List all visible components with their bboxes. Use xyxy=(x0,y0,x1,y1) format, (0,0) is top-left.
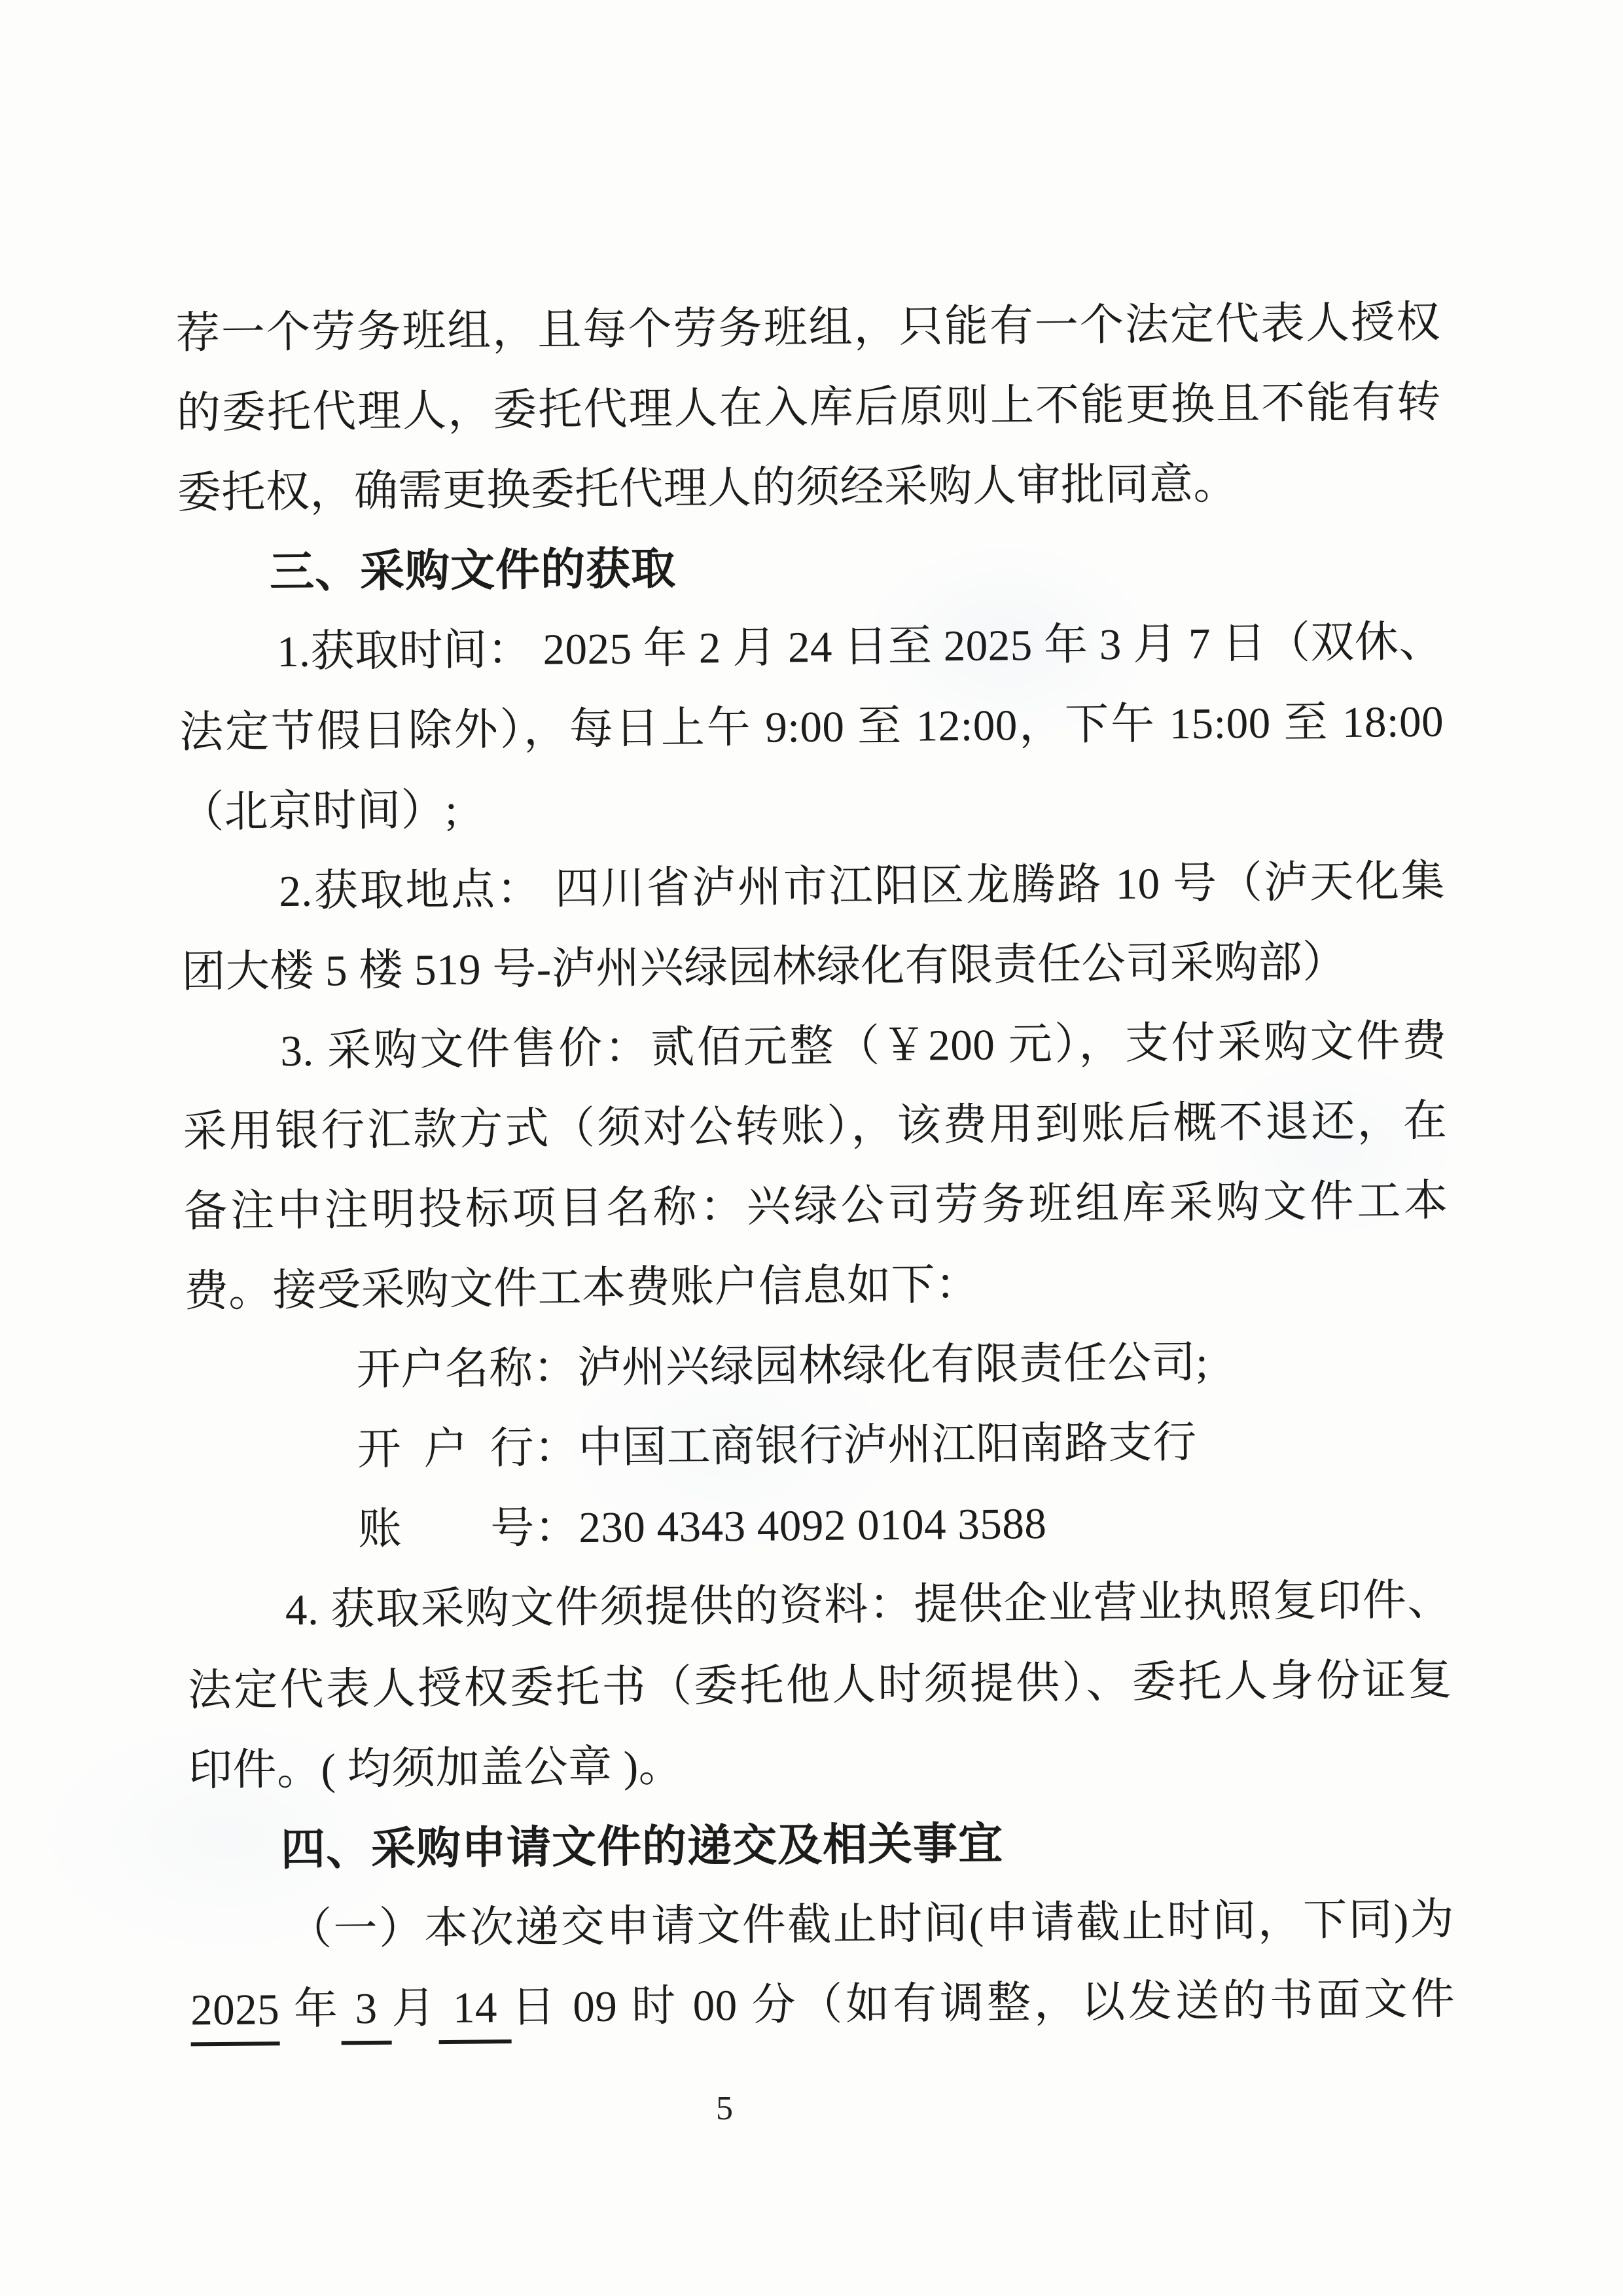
bank-branch-line: 开 户 行：中国工商银行泸州江阳南路支行 xyxy=(357,1418,1198,1475)
text-line: （一）本次递交申请文件截止时间(申请截止时间，下同)为 xyxy=(287,1895,1455,1954)
text-line: （北京时间）; xyxy=(179,785,458,837)
text-line: 备注中注明投标项目名称：兴绿公司劳务班组库采购文件工本 xyxy=(183,1176,1448,1236)
section-heading-4: 四、采购申请文件的递交及相关事宜 xyxy=(280,1818,1004,1875)
underlined-text: 3 xyxy=(341,1984,392,2045)
text-line: 印件。( 均须加盖公章 )。 xyxy=(188,1742,683,1795)
text-segment: 月 xyxy=(391,1984,439,2033)
text-segment: 日 09 时 00 分（如有调整，以发送的书面文件 xyxy=(511,1975,1455,2032)
text-line: 3. 采购文件售价：贰佰元整（￥200 元），支付采购文件费 xyxy=(280,1016,1447,1076)
text-line: 委托权，确需更换委托代理人的须经采购人审批同意。 xyxy=(177,459,1238,518)
bank-account-name-line: 开户名称：泸州兴绿园林绿化有限责任公司; xyxy=(356,1338,1209,1395)
underlined-text: 2025 xyxy=(190,1985,280,2046)
text-line: 团大楼 5 楼 519 号-泸州兴绿园林绿化有限责任公司采购部） xyxy=(181,937,1347,997)
bank-number-line: 账 号：230 4343 4092 0104 3588 xyxy=(357,1499,1047,1554)
text-line: 荐一个劳务班组，且每个劳务班组，只能有一个法定代表人授权 xyxy=(175,298,1441,358)
text-line: 的委托代理人，委托代理人在入库后原则上不能更换且不能有转 xyxy=(176,378,1442,438)
underlined-text: 14 xyxy=(438,1983,512,2044)
text-line: 采用银行汇款方式（须对公转账），该费用到账后概不退还，在 xyxy=(183,1096,1448,1157)
text-line: 法定节假日除外），每日上午 9:00 至 12:00，下午 15:00 至 18:00 xyxy=(179,697,1444,757)
document-body xyxy=(175,283,1455,2051)
page-number: 5 xyxy=(716,2090,733,2127)
deadline-line xyxy=(190,1960,1455,2051)
text-line: 4. 获取采购文件须提供的资料：提供企业营业执照复印件、 xyxy=(285,1575,1452,1635)
section-heading-3: 三、采购文件的获取 xyxy=(269,543,677,598)
text-line: 2.获取地点： 四川省泸州市江阳区龙腾路 10 号（泸天化集 xyxy=(278,857,1446,916)
text-line: 费。接受采购文件工本费账户信息如下： xyxy=(184,1260,980,1316)
text-segment: 年 xyxy=(279,1984,342,2034)
text-line: 1.获取时间： 2025 年 2 月 24 日至 2025 年 3 月 7 日（双休、 xyxy=(276,617,1444,677)
text-line: 法定代表人授权委托书（委托他人时须提供）、委托人身份证复 xyxy=(187,1655,1453,1715)
